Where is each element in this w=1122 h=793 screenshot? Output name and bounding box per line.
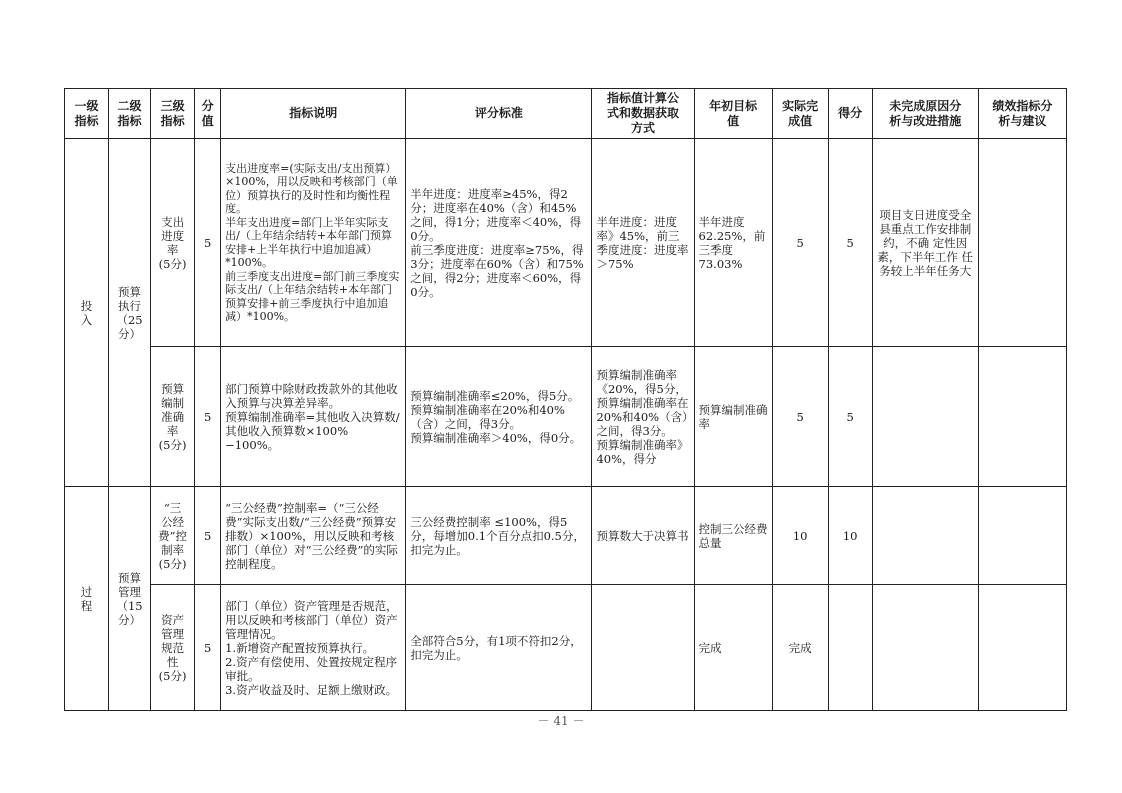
header-score-weight: 分 值 [195, 89, 221, 139]
criteria-cell: 半年进度：进度率≥45%，得2分；进度率在40%（含）和45%之间，得1分；进度率＜40%，得0分。 前三季度进度：进度率≥75%，得3分；进度率在60%（含）和75%之间，得2分；进度率＜60%，得0分。 [406, 139, 592, 347]
description-cell: 部门（单位）资产管理是否规范，用以反映和考核部门（单位）资产管理情况。 1.新增资产配置按预算执行。 2.资产有偿使用、处置按规定程序审批。 3.资产收益及时、足额上缴财政。 [221, 585, 406, 711]
target-cell: 完成 [694, 585, 772, 711]
analysis-cell [978, 347, 1066, 487]
actual-cell: 10 [772, 487, 828, 585]
criteria-cell: 预算编制准确率≤20%，得5分。 预算编制准确率在20%和40%（含）之间，得3分。 预算编制准确率＞40%，得0分。 [406, 347, 592, 487]
level1-cell: 投 入 [65, 139, 109, 487]
table-row [65, 487, 1067, 585]
header-reason: 未完成原因分 析与改进措施 [872, 89, 978, 139]
table-row [65, 139, 1067, 347]
actual-cell: 完成 [772, 585, 828, 711]
level2-cell: 预算 管理 （15 分） [109, 487, 151, 711]
analysis-cell [978, 139, 1066, 347]
weight-cell: 5 [195, 487, 221, 585]
analysis-cell [978, 487, 1066, 585]
formula-cell [592, 585, 694, 711]
level3-cell: 支出 进度 率 (5分) [151, 139, 195, 347]
formula-cell: 预算编制准确率《20%，得5分，预算编制准确率在20%和40%（含）之间，得3分。 预算编制准确率》40%，得分 [592, 347, 694, 487]
score-cell [828, 585, 872, 711]
table-row [65, 585, 1067, 711]
level1-cell: 过 程 [65, 487, 109, 711]
reason-cell [872, 487, 978, 585]
target-cell: 半年进度 62.25%，前三季度 73.03% [694, 139, 772, 347]
reason-cell [872, 585, 978, 711]
level3-cell: 预算 编制 准确 率 (5分) [151, 347, 195, 487]
target-cell: 控制三公经费总量 [694, 487, 772, 585]
header-level1: 一级 指标 [65, 89, 109, 139]
criteria-cell: 全部符合5分，有1项不符扣2分，扣完为止。 [406, 585, 592, 711]
header-analysis: 绩效指标分 析与建议 [978, 89, 1066, 139]
header-level3: 三级 指标 [151, 89, 195, 139]
description-cell: 支出进度率=(实际支出/支出预算）×100%，用以反映和考核部门（单位）预算执行的及时性和均衡性程度。 半年支出进度=部门上半年实际支出/（上年结余结转+本年部门预算安排+上半年执行中追加追减）*100%。 前三季度支出进度=部门前三季度实际支出/（上年结余结转+本年部门预算安排+前三季度执行中追加追减）*100%。 [221, 139, 406, 347]
header-level2: 二级 指标 [109, 89, 151, 139]
target-cell: 预算编制准确率 [694, 347, 772, 487]
analysis-cell [978, 585, 1066, 711]
weight-cell: 5 [195, 139, 221, 347]
criteria-cell: 三公经费控制率 ≤100%，得5分，每增加0.1个百分点扣0.5分，扣完为止。 [406, 487, 592, 585]
level2-cell: 预算 执行 （25 分） [109, 139, 151, 487]
level3-cell: “三 公经 费”控 制率 (5分) [151, 487, 195, 585]
performance-indicator-table [64, 88, 1067, 711]
header-criteria: 评分标准 [406, 89, 592, 139]
formula-cell: 预算数大于决算书 [592, 487, 694, 585]
actual-cell: 5 [772, 347, 828, 487]
formula-cell: 半年进度：进度率》45%，前三季度进度：进度率＞75% [592, 139, 694, 347]
description-cell: 部门预算中除财政拨款外的其他收入预算与决算差异率。 预算编制准确率=其他收入决算数/其他收入预算数×100%−100%。 [221, 347, 406, 487]
table-row [65, 347, 1067, 487]
level3-cell: 资产 管理 规范 性 (5分) [151, 585, 195, 711]
header-formula: 指标值计算公 式和数据获取 方式 [592, 89, 694, 139]
header-target: 年初目标 值 [694, 89, 772, 139]
weight-cell: 5 [195, 585, 221, 711]
header-score: 得分 [828, 89, 872, 139]
header-description: 指标说明 [221, 89, 406, 139]
score-cell: 5 [828, 139, 872, 347]
score-cell: 10 [828, 487, 872, 585]
actual-cell: 5 [772, 139, 828, 347]
reason-cell: 项目支日进度受全县重点工作安排制约，不确 定性因素，下半年工作 任务较上半年任务大 [872, 139, 978, 347]
reason-cell [872, 347, 978, 487]
description-cell: “三公经费”控制率=（“三公经费”实际支出数/“三公经费”预算安排数）×100%，用以反映和考核部门（单位）对“三公经费”的实际控制程度。 [221, 487, 406, 585]
header-actual: 实际完 成值 [772, 89, 828, 139]
weight-cell: 5 [195, 347, 221, 487]
score-cell: 5 [828, 347, 872, 487]
page-number: － 41 － [537, 714, 585, 728]
